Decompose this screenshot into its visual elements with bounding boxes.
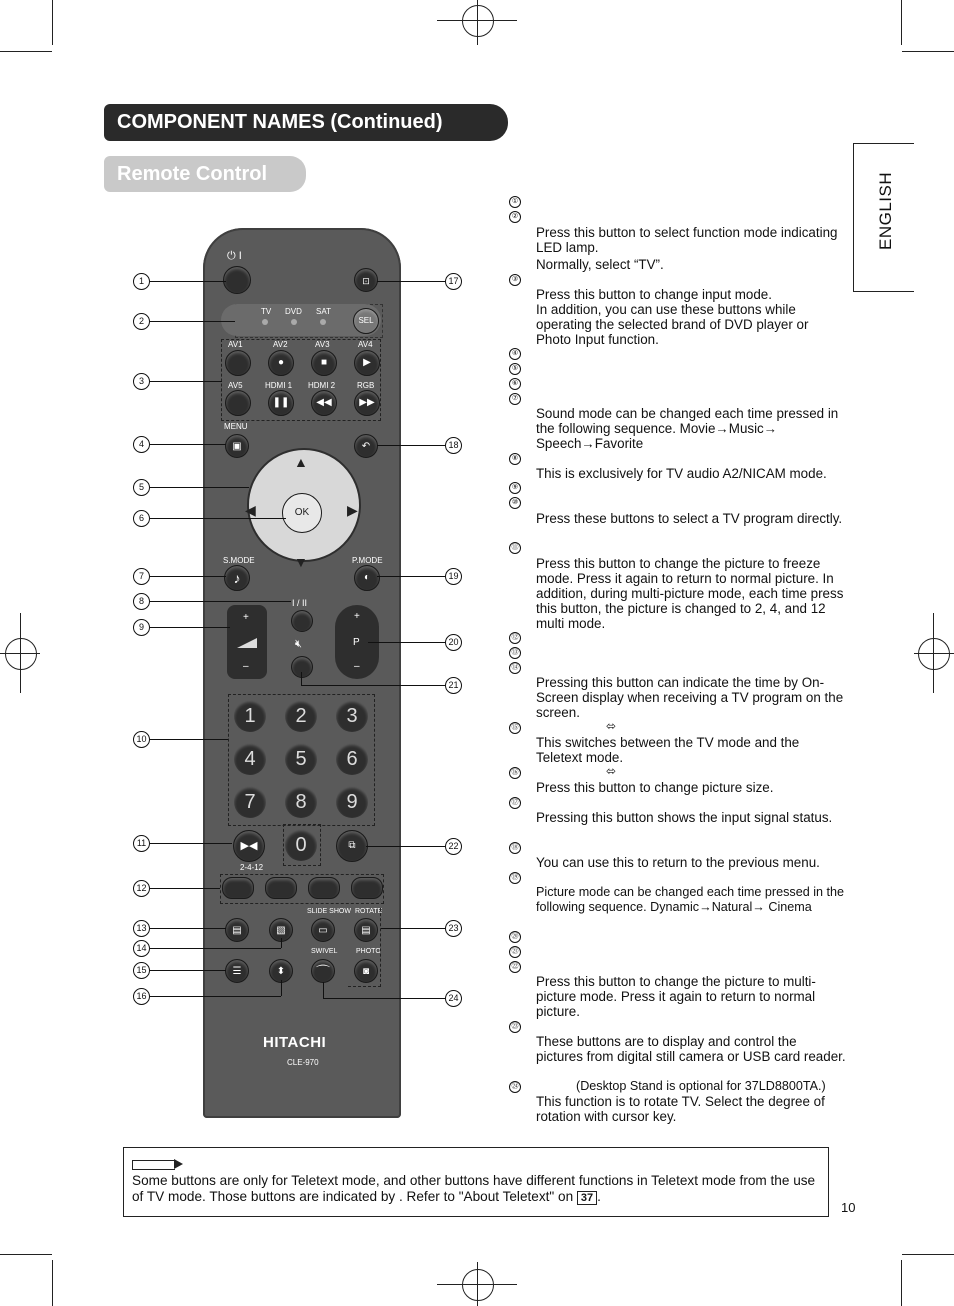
- arrow-icon: ⬄: [606, 764, 617, 778]
- callout-12: 12: [133, 880, 150, 897]
- registration-mark: [462, 1269, 494, 1301]
- description-text: Picture mode can be changed each time pressed in the following sequence. Dynamic→Natural→ Cinema: [536, 885, 845, 914]
- crop-mark: [914, 653, 954, 654]
- multi-picture-button: ⧉: [336, 830, 368, 862]
- leader-line: [150, 996, 281, 997]
- teletext-cancel-button: ▧: [269, 918, 293, 942]
- crop-mark: [52, 0, 53, 45]
- leader-line: [366, 846, 445, 847]
- green-button: [265, 877, 297, 899]
- cursor-down-icon: ▼: [294, 554, 308, 570]
- leader-line: [301, 685, 445, 686]
- note-text: [132, 1173, 822, 1205]
- i-ii-label: I / II: [292, 598, 308, 608]
- mute-icon: 🔇︎: [295, 638, 302, 650]
- red-button: [222, 877, 254, 899]
- menu-button: ▣: [225, 434, 249, 458]
- description-text: Press this button to change the picture to multi-picture mode. Press it again to return to normal picture.: [536, 974, 816, 1019]
- digit-2-button: 2: [285, 700, 317, 732]
- item-number: ⑤: [509, 363, 521, 375]
- callout-22: 22: [445, 838, 462, 855]
- item-number: ⑲: [509, 872, 521, 884]
- crop-mark: [902, 51, 954, 52]
- rotate-button: ▤: [354, 918, 378, 942]
- item-number: ②: [509, 211, 521, 223]
- hdmi1-label: HDMI 1: [265, 381, 293, 390]
- description-text: Press this button to change the picture to freeze mode. Press it again to return to normal picture. In addition, during multi-picture mode, each time press this button, the picture is changed to 2, 4, and 12 multi mode.: [536, 556, 844, 631]
- fast-forward-icon: ▶▶: [354, 390, 380, 416]
- description-text: Press this button to change picture size.: [536, 780, 774, 795]
- slide-show-button: ▭: [311, 918, 335, 942]
- pause-icon: ❚❚: [268, 390, 294, 416]
- leader-line: [150, 576, 226, 577]
- input-status-button: ⊡: [354, 268, 378, 292]
- item-number: ⑰: [509, 797, 521, 809]
- leader-line: [150, 487, 249, 488]
- description-text: (Desktop Stand is optional for 37LD8800TA.): [576, 1079, 826, 1093]
- leader-line: [150, 888, 220, 889]
- sat-led-icon: [320, 319, 326, 325]
- av1-label: AV1: [228, 340, 243, 349]
- hdmi2-label: HDMI 2: [308, 381, 336, 390]
- crop-mark: [0, 51, 52, 52]
- description-text: This function is to rotate TV. Select the degree of rotation with cursor key.: [536, 1094, 825, 1124]
- language-label: ENGLISH: [876, 171, 895, 250]
- description-text: Press this button to change input mode.: [536, 287, 772, 302]
- sat-label: SAT: [316, 307, 331, 316]
- power-label: ⏻ I: [227, 250, 242, 262]
- description-text: In addition, you can use these buttons while operating the selected brand of DVD player or Photo Input function.: [536, 302, 809, 347]
- leader-line: [281, 980, 282, 996]
- callout-9: 9: [133, 619, 150, 636]
- registration-mark: [462, 5, 494, 37]
- teletext-subpage-button: ▤: [225, 918, 249, 942]
- rewind-icon: ◀◀: [311, 390, 337, 416]
- item-number: ⑱: [509, 842, 521, 854]
- volume-icon: [237, 638, 257, 648]
- callout-18: 18: [445, 437, 462, 454]
- leader-line: [301, 672, 302, 685]
- digit-9-button: 9: [336, 786, 368, 818]
- brand-logo: HITACHI: [263, 1034, 327, 1051]
- description-text: Normally, select “TV”.: [536, 257, 664, 272]
- leader-line: [150, 381, 222, 382]
- note-arrow-icon: [132, 1160, 175, 1170]
- digit-6-button: 6: [336, 743, 368, 775]
- rotate-label: ROTATE: [355, 908, 383, 915]
- callout-13: 13: [133, 920, 150, 937]
- sel-button: SEL: [353, 308, 379, 334]
- power-button: [223, 266, 251, 294]
- return-button: ↶: [354, 434, 378, 458]
- leader-line: [150, 444, 226, 445]
- description-text: Pressing this button shows the input signal status.: [536, 810, 833, 825]
- callout-5: 5: [133, 479, 150, 496]
- item-number: ①: [509, 196, 521, 208]
- crop-mark: [0, 1254, 52, 1255]
- leader-line: [150, 321, 235, 322]
- mute-button: [291, 656, 313, 678]
- crop-mark: [902, 1254, 954, 1255]
- callout-6: 6: [133, 510, 150, 527]
- crop-mark: [901, 1260, 902, 1306]
- leader-line: [150, 843, 232, 844]
- item-number: ⑬: [509, 647, 521, 659]
- description-text: Sound mode can be changed each time pressed in the following sequence. Movie→Music→ Speech→Favorite: [536, 406, 839, 451]
- leader-line: [150, 928, 226, 929]
- stop-icon: ■: [311, 350, 337, 376]
- description-text: You can use this to return to the previous menu.: [536, 855, 820, 870]
- callout-20: 20: [445, 634, 462, 651]
- registration-mark: [918, 638, 950, 670]
- callout-14: 14: [133, 940, 150, 957]
- callout-4: 4: [133, 436, 150, 453]
- description-text: Press these buttons to select a TV program directly.: [536, 511, 843, 526]
- program-label: P: [353, 637, 360, 648]
- item-number: ㉑: [509, 946, 521, 958]
- leader-line: [377, 445, 445, 446]
- freeze-button: ▶◀: [233, 830, 265, 862]
- cursor-left-icon: ◀: [245, 502, 256, 518]
- page-ref-icon: 37: [577, 1191, 597, 1205]
- av3-label: AV3: [315, 340, 330, 349]
- yellow-button: [308, 877, 340, 899]
- tv-led-icon: [262, 319, 268, 325]
- crop-mark: [477, 1262, 478, 1306]
- callout-8: 8: [133, 593, 150, 610]
- item-number: ⑭: [509, 662, 521, 674]
- crop-mark: [20, 613, 21, 693]
- swivel-button: ⌒: [311, 959, 335, 983]
- picture-size-button: ⬍: [269, 959, 293, 983]
- crop-mark: [52, 1260, 53, 1306]
- item-number: ⑪: [509, 542, 521, 554]
- item-number: ③: [509, 274, 521, 286]
- av5-label: AV5: [228, 381, 243, 390]
- ok-button: OK: [282, 493, 322, 533]
- i-ii-button: [291, 610, 313, 632]
- callout-10: 10: [133, 731, 150, 748]
- description-text: These buttons are to display and control the pictures from digital still camera or USB card reader.: [536, 1034, 846, 1064]
- callout-15: 15: [133, 962, 150, 979]
- model-label: CLE-970: [287, 1058, 319, 1067]
- photo-label: PHOTO: [356, 948, 381, 955]
- item-number: ⑫: [509, 632, 521, 644]
- digit-3-button: 3: [336, 700, 368, 732]
- callout-24: 24: [445, 990, 462, 1007]
- dvd-led-icon: [291, 319, 297, 325]
- sound-mode-button: ♪: [224, 565, 250, 591]
- page-number: 10: [841, 1200, 856, 1215]
- av2-label: AV2: [273, 340, 288, 349]
- item-number: ④: [509, 348, 521, 360]
- blue-button: [351, 877, 383, 899]
- leader-line: [150, 627, 230, 628]
- leader-line: [150, 739, 228, 740]
- note-body: Some buttons are only for Teletext mode, and other buttons have different functions in Teletext mode from the use of TV mode. Those buttons are indicated by . Refer to "About Teletext" on: [132, 1173, 816, 1204]
- digit-8-button: 8: [285, 786, 317, 818]
- crop-mark: [933, 613, 934, 693]
- leader-line: [381, 928, 445, 929]
- description-text: Pressing this button can indicate the time by On-Screen display when receiving a TV program on the screen.: [536, 675, 844, 720]
- leader-line: [150, 601, 291, 602]
- slide-show-label: SLIDE SHOW: [307, 908, 351, 915]
- item-number: ⑳: [509, 931, 521, 943]
- note-ending: .: [597, 1189, 601, 1204]
- dvd-label: DVD: [285, 307, 302, 316]
- item-number: ㉒: [509, 961, 521, 973]
- item-number: ㉓: [509, 1021, 521, 1033]
- leader-line: [150, 948, 281, 949]
- smode-label: S.MODE: [223, 556, 255, 565]
- leader-line: [150, 970, 226, 971]
- photo-button: ◙: [354, 959, 378, 983]
- cursor-right-icon: ▶: [347, 502, 358, 518]
- item-number: ⑯: [509, 767, 521, 779]
- crop-mark: [477, 0, 478, 45]
- note-arrow-head: [174, 1159, 183, 1169]
- leader-line: [377, 281, 445, 282]
- av5-button: [225, 390, 251, 416]
- av4-label: AV4: [358, 340, 373, 349]
- item-number: ⑥: [509, 378, 521, 390]
- cursor-up-icon: ▲: [294, 454, 308, 470]
- menu-label: MENU: [224, 422, 248, 431]
- volume-plus-label: +: [243, 612, 249, 623]
- av1-button: [225, 350, 251, 376]
- leader-line: [323, 998, 445, 999]
- description-text: Press this button to select function mode indicating LED lamp.: [536, 225, 838, 255]
- teletext-button: ☰: [225, 959, 249, 983]
- leader-line: [323, 982, 324, 998]
- callout-19: 19: [445, 568, 462, 585]
- item-number: ⑨: [509, 482, 521, 494]
- rgb-label: RGB: [357, 381, 375, 390]
- leader-line: [150, 281, 226, 282]
- item-number: ⑮: [509, 722, 521, 734]
- callout-1: 1: [133, 273, 150, 290]
- registration-mark: [5, 638, 37, 670]
- digit-7-button: 7: [234, 786, 266, 818]
- item-number: ⑩: [509, 497, 521, 509]
- program-plus-label: +: [354, 611, 360, 622]
- item-number: ⑦: [509, 393, 521, 405]
- callout-2: 2: [133, 313, 150, 330]
- subsection-title: Remote Control: [117, 163, 267, 185]
- digit-4-button: 4: [234, 743, 266, 775]
- callout-21: 21: [445, 677, 462, 694]
- item-number: ⑧: [509, 453, 521, 465]
- leader-line: [368, 642, 445, 643]
- callout-7: 7: [133, 568, 150, 585]
- description-text: This is exclusively for TV audio A2/NICAM mode.: [536, 466, 827, 481]
- photo-group-bracket: [348, 908, 381, 987]
- page-title: COMPONENT NAMES (Continued): [117, 111, 443, 133]
- record-icon: ●: [268, 350, 294, 376]
- multi-label: 2-4-12: [240, 863, 264, 872]
- pmode-label: P.MODE: [352, 556, 383, 565]
- leader-line: [281, 938, 282, 948]
- play-icon: ▶: [354, 350, 380, 376]
- digit-5-button: 5: [285, 743, 317, 775]
- item-number: ㉔: [509, 1081, 521, 1093]
- callout-3: 3: [133, 373, 150, 390]
- swivel-label: SWIVEL: [311, 948, 338, 955]
- callout-11: 11: [133, 835, 150, 852]
- digit-0-button: 0: [285, 829, 317, 861]
- volume-minus-label: –: [243, 661, 249, 672]
- crop-mark: [901, 0, 902, 45]
- arrow-icon: ⬄: [606, 719, 617, 733]
- leader-line: [377, 576, 445, 577]
- tv-label: TV: [261, 307, 272, 316]
- callout-17: 17: [445, 273, 462, 290]
- program-minus-label: –: [354, 661, 360, 672]
- digit-1-button: 1: [234, 700, 266, 732]
- description-text: This switches between the TV mode and the Teletext mode.: [536, 735, 800, 765]
- callout-16: 16: [133, 988, 150, 1005]
- callout-23: 23: [445, 920, 462, 937]
- leader-line: [150, 518, 286, 519]
- picture-mode-button: ◐: [354, 565, 380, 591]
